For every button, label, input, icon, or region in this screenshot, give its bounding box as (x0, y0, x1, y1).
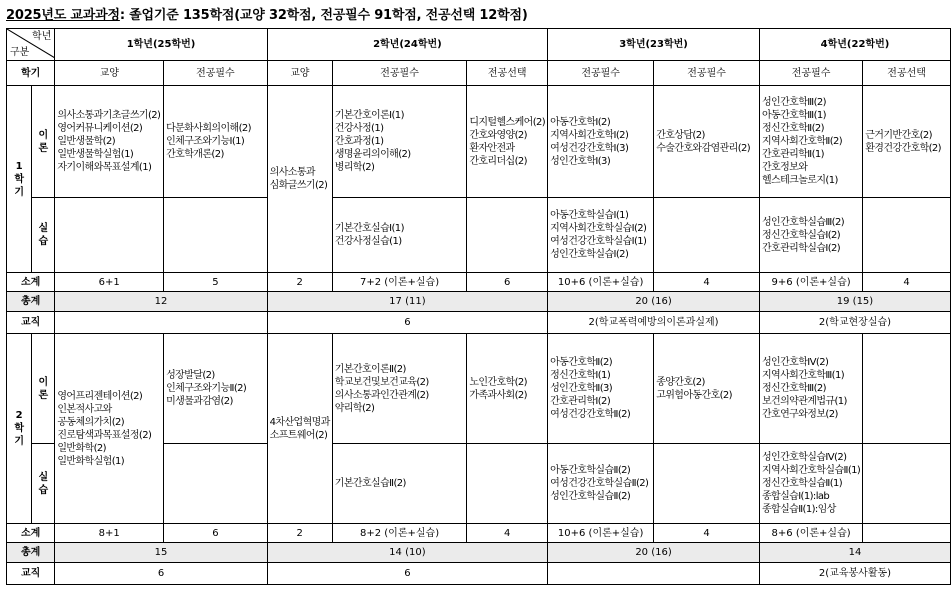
semester-2-label: 2학기 (7, 334, 32, 524)
course-item: 일반생물학(2) (57, 136, 116, 147)
course-item: 디지털헬스케어(2) (469, 116, 546, 128)
course-cell (332, 86, 467, 198)
col-header: 전공필수 (759, 61, 862, 86)
teaching-cell: 6 (55, 563, 267, 585)
year-4-header: 4학년(22학번) (759, 29, 950, 61)
subtotal-cell: 6+1 (55, 273, 164, 292)
course-item: 다문화사회의이해(2) (166, 123, 251, 134)
teaching-cell: 2(교육봉사활동) (759, 563, 950, 585)
total-cell: 20 (16) (548, 292, 760, 312)
course-cell (332, 444, 467, 524)
course-item: 간호정보와 (761, 162, 808, 173)
course-item: 간호관리학실습Ⅰ(2) (761, 242, 841, 254)
total-label: 총계 (7, 543, 55, 563)
course-item: 일반생물학실험(1) (57, 149, 134, 160)
course-item: 정신간호학실습Ⅱ(1) (761, 478, 843, 489)
course-item: 종양간호(2) (656, 376, 705, 388)
subtotal-cell: 10+6 (이론+실습) (548, 273, 654, 292)
course-item: 아동간호학Ⅱ(2) (550, 357, 613, 368)
course-cell (654, 86, 760, 198)
course-item: 정신간호학Ⅲ(2) (761, 383, 826, 394)
col-header: 전공필수 (654, 61, 760, 86)
empty-cell (863, 444, 951, 524)
course-cell (332, 198, 467, 273)
subtotal-cell: 10+6 (이론+실습) (548, 524, 654, 543)
year-1-header: 1학년(25학번) (55, 29, 267, 61)
course-item: 간호상담(2) (656, 129, 705, 141)
course-item: 기본간호이론Ⅰ(1) (334, 110, 404, 121)
empty-cell (164, 444, 268, 524)
course-item: 환자안전과 (469, 142, 515, 154)
subtotal-cell: 7+2 (이론+실습) (332, 273, 467, 292)
course-cell (759, 86, 862, 198)
col-header: 전공필수 (164, 61, 268, 86)
course-cell (267, 334, 332, 524)
teaching-label: 교직 (7, 312, 55, 334)
course-item: 헬스테크놀로지(1) (761, 175, 838, 186)
course-item: 진로탐색과목표설정(2) (57, 429, 152, 441)
col-header: 교양 (267, 61, 332, 86)
course-item: 인체구조와기능Ⅱ(2) (166, 383, 247, 394)
course-item: 약리학(2) (334, 402, 375, 414)
teaching-cell (55, 312, 267, 334)
course-cell (548, 334, 654, 444)
year-2-header: 2학년(24학번) (267, 29, 547, 61)
subtotal-cell: 4 (863, 273, 951, 292)
theory-label: 이론 (32, 334, 55, 444)
course-item: 간호학개론(2) (166, 149, 224, 160)
course-item: 의사소통과기초글쓰기(2) (57, 110, 161, 121)
course-item: 건강사정(1) (334, 123, 384, 134)
course-item: 지역사회간호학실습Ⅰ(2) (550, 223, 647, 234)
col-header: 전공선택 (467, 61, 548, 86)
course-item: 가족과사회(2) (469, 389, 527, 401)
teaching-cell: 2(학교폭력예방의이론과실제) (548, 312, 760, 334)
corner-year-label: 학년 (32, 31, 52, 42)
course-item: 여성건강간호학실습Ⅱ(2) (550, 478, 649, 489)
year-3-header: 3학년(23학번) (548, 29, 760, 61)
subtotal-cell (863, 524, 951, 543)
total-label: 총계 (7, 292, 55, 312)
course-cell (654, 334, 760, 444)
course-item: 성인간호학Ⅱ(3) (550, 383, 613, 394)
empty-cell (863, 198, 951, 273)
subtotal-cell: 8+6 (이론+실습) (759, 524, 862, 543)
empty-cell (654, 444, 760, 524)
semester-1-label: 1학기 (7, 86, 32, 273)
total-cell: 15 (55, 543, 267, 563)
course-cell (863, 86, 951, 198)
subtotal-cell: 8+1 (55, 524, 164, 543)
col-header: 교양 (55, 61, 164, 86)
subtotal-cell: 4 (467, 524, 548, 543)
course-item: 병리학(2) (334, 162, 375, 173)
course-item: 근거기반간호(2) (865, 129, 932, 141)
course-cell (55, 86, 164, 198)
subtotal-cell: 2 (267, 273, 332, 292)
course-item: 노인간호학(2) (469, 376, 527, 388)
subtotal-cell: 8+2 (이론+실습) (332, 524, 467, 543)
subtotal-cell: 4 (654, 524, 760, 543)
course-item: 인체구조와기능Ⅰ(1) (166, 136, 245, 147)
empty-cell (55, 198, 164, 273)
course-item: 영어커뮤니케이션(2) (57, 123, 143, 134)
total-cell: 20 (16) (548, 543, 760, 563)
course-item: 아동간호학Ⅰ(2) (550, 116, 611, 128)
course-item: 정신간호학Ⅰ(1) (550, 370, 611, 381)
teaching-cell: 6 (267, 563, 547, 585)
empty-cell (654, 198, 760, 273)
course-item: 간호관리학Ⅱ(1) (761, 149, 824, 160)
total-cell: 14 (759, 543, 950, 563)
course-item: 종합실습Ⅰ(1):lab (761, 491, 830, 502)
course-cell (332, 334, 467, 444)
course-item: 여성건강간호학실습Ⅰ(1) (550, 236, 647, 247)
course-cell (548, 198, 654, 273)
course-item: 환경건강간호학(2) (865, 142, 941, 154)
course-cell (548, 86, 654, 198)
course-item: 4차산업혁명과 (269, 416, 330, 428)
course-item: 성인간호학실습Ⅰ(2) (550, 249, 629, 260)
course-item: 기본간호이론Ⅱ(2) (334, 363, 406, 375)
course-item: 성인간호학실습Ⅳ(2) (761, 452, 847, 463)
subtotal-cell: 5 (164, 273, 268, 292)
subtotal-cell: 6 (467, 273, 548, 292)
corner-header (7, 29, 55, 61)
course-cell (55, 334, 164, 524)
course-item: 성인간호학실습Ⅱ(2) (550, 491, 631, 502)
course-item: 아동간호학실습Ⅰ(1) (550, 210, 629, 221)
course-item: 소프트웨어(2) (269, 429, 328, 441)
col-header: 전공선택 (863, 61, 951, 86)
course-item: 자기이해와목표설계(1) (57, 162, 152, 173)
course-item: 간호과정(1) (334, 136, 384, 147)
course-item: 종합실습Ⅱ(1):임상 (761, 504, 836, 515)
course-item: 학교보건및보건교육(2) (334, 376, 429, 388)
course-item: 인본적사고와 (57, 403, 112, 415)
course-cell (548, 444, 654, 524)
course-cell (467, 334, 548, 444)
course-cell (467, 86, 548, 198)
page-title: 2025년도 교과과정: 졸업기준 135학점(교양 32학점, 전공필수 91학점, 전공선택 12학점) (6, 8, 528, 23)
course-cell (164, 86, 268, 198)
course-item: 지역사회간호학실습Ⅱ(1) (761, 465, 861, 476)
col-header: 전공필수 (332, 61, 467, 86)
course-cell (759, 198, 862, 273)
curriculum-table (6, 28, 951, 585)
course-item: 보건의약관계법규(1) (761, 396, 847, 407)
course-item: 수술간호와감염관리(2) (656, 142, 751, 154)
course-item: 건강사정실습(1) (334, 236, 402, 247)
course-item: 간호연구와정보(2) (761, 409, 838, 420)
course-item: 아동간호학실습Ⅱ(2) (550, 465, 631, 476)
total-cell: 17 (11) (267, 292, 547, 312)
subtotal-label: 소계 (7, 524, 55, 543)
theory-label: 이론 (32, 86, 55, 198)
course-item: 성인간호학Ⅰ(3) (550, 155, 611, 167)
course-item: 일반화학(2) (57, 442, 106, 454)
course-item: 정신간호학실습Ⅰ(2) (761, 229, 841, 241)
course-cell (164, 334, 268, 444)
course-item: 일반화학실험(1) (57, 455, 125, 467)
course-item: 심화글쓰기(2) (269, 180, 328, 191)
course-item: 성인간호학Ⅲ(2) (761, 97, 826, 108)
course-item: 의사소통과 (269, 167, 315, 178)
semester-header: 학기 (7, 61, 55, 86)
course-item: 아동간호학Ⅲ(1) (761, 110, 826, 121)
subtotal-cell: 9+6 (이론+실습) (759, 273, 862, 292)
course-item: 영어프리젠테이션(2) (57, 390, 143, 402)
subtotal-label: 소계 (7, 273, 55, 292)
subtotal-cell: 4 (654, 273, 760, 292)
course-item: 간호리더십(2) (469, 155, 527, 167)
course-item: 간호관리학Ⅰ(2) (550, 396, 611, 407)
course-item: 공동체의가치(2) (57, 416, 125, 428)
teaching-cell: 2(학교현장실습) (759, 312, 950, 334)
course-item: 성장발달(2) (166, 370, 215, 381)
subtotal-cell: 6 (164, 524, 268, 543)
practice-label: 실습 (32, 198, 55, 273)
course-item: 지역사회간호학Ⅲ(1) (761, 370, 845, 381)
course-item: 지역사회간호학Ⅰ(2) (550, 129, 629, 141)
teaching-label: 교직 (7, 563, 55, 585)
total-cell: 19 (15) (759, 292, 950, 312)
course-item: 기본간호실습Ⅱ(2) (334, 478, 406, 489)
course-item: 여성건강간호학Ⅱ(2) (550, 409, 631, 420)
col-header: 전공필수 (548, 61, 654, 86)
course-item: 성인간호학실습Ⅲ(2) (761, 216, 845, 228)
total-cell: 12 (55, 292, 267, 312)
teaching-cell: 6 (267, 312, 547, 334)
empty-cell (467, 198, 548, 273)
empty-cell (164, 198, 268, 273)
course-item: 기본간호실습Ⅰ(1) (334, 223, 404, 234)
course-cell (759, 444, 862, 524)
course-item: 고위험아동간호(2) (656, 389, 732, 401)
course-item: 정신간호학Ⅱ(2) (761, 123, 824, 134)
corner-category-label: 구분 (10, 47, 30, 58)
empty-cell (467, 444, 548, 524)
course-item: 미생물과감염(2) (166, 396, 233, 407)
teaching-cell (548, 563, 760, 585)
practice-label: 실습 (32, 444, 55, 524)
total-cell: 14 (10) (267, 543, 547, 563)
course-cell (863, 334, 951, 444)
course-item: 의사소통과인간관계(2) (334, 389, 429, 401)
course-item: 간호와영양(2) (469, 129, 527, 141)
subtotal-cell: 2 (267, 524, 332, 543)
course-cell (267, 86, 332, 273)
course-item: 생명윤리의이해(2) (334, 149, 411, 160)
course-item: 성인간호학Ⅳ(2) (761, 357, 829, 368)
course-item: 지역사회간호학Ⅱ(2) (761, 136, 843, 147)
course-item: 여성건강간호학Ⅰ(3) (550, 142, 629, 154)
course-cell (759, 334, 862, 444)
